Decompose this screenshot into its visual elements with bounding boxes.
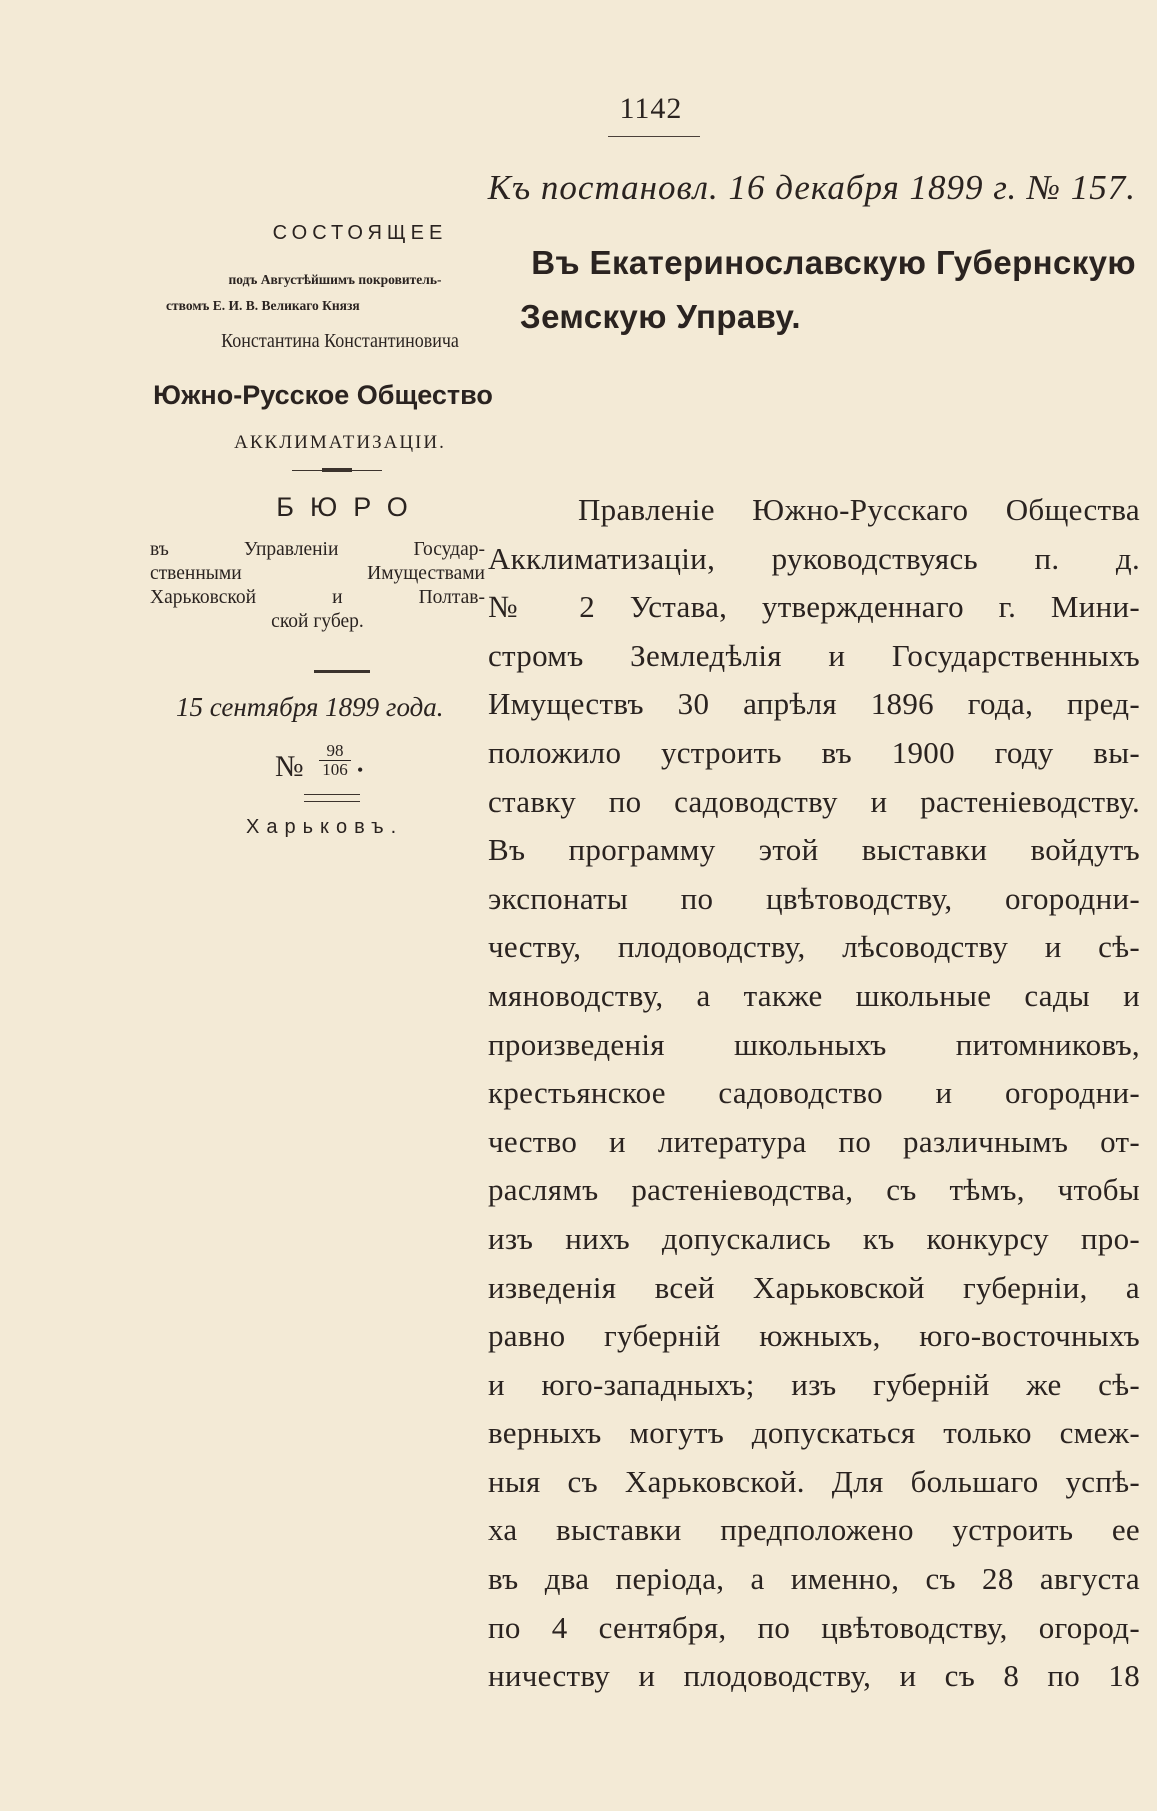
letter-body [488,486,1140,1701]
recipient-line-1: Въ Екатеринославскую Губернскую [531,244,1136,281]
letterhead-divider-2 [314,670,370,673]
body-line: ныя съ Харьковской. Для большаго успѣ- [488,1463,1140,1499]
body-line: верныхъ могутъ допускаться только смеж- [488,1415,1140,1451]
body-line: изведенія всей Харьковской губерніи, а [488,1269,1140,1305]
letterhead-patron-line-1: подъ Августѣйшимъ покровитель- [228,272,442,287]
reference-line: Къ постановл. 16 декабря 1899 г. № 157. [487,168,1136,207]
letterhead-state: СОСТОЯЩЕЕ [272,222,448,244]
department-line: ственными Имуществами [150,563,485,584]
letterhead-acclimatization: АККЛИМАТИЗАЦІИ. [234,432,446,453]
body-line: ха выставки предположено устроить ее [488,1512,1140,1548]
body-line: ничеству и плодоводству, и съ 8 по 18 [488,1658,1140,1694]
body-line: по 4 сентября, по цвѣтоводству, огород- [488,1609,1140,1645]
letterhead-number [275,742,415,802]
department-line: Харьковской и Полтав- [150,587,485,608]
letterhead-patron-line-2: ствомъ Е. И. В. Великаго Князя [166,298,360,313]
body-line: Имуществъ 30 апрѣля 1896 года, пред- [488,686,1140,722]
body-line: произведенія школьныхъ питомниковъ, [488,1026,1140,1062]
body-line: № 2 Устава, утвержденнаго г. Мини- [488,589,1140,625]
letterhead-prince: Константина Константиновича [221,330,459,352]
body-line: мяноводству, а также школьные сады и [488,977,1140,1013]
body-line: Акклиматизаціи, руководствуясь п. д. [488,540,1140,576]
body-line: честву, плодоводству, лѣсоводству и сѣ- [488,929,1140,965]
body-line: раслямъ растеніеводства, съ тѣмъ, чтобы [488,1172,1140,1208]
body-line: крестьянское садоводство и огородни- [488,1075,1140,1111]
number-suffix: • [357,760,364,780]
letterhead-bureau: БЮРО [276,492,424,522]
body-line: Правленіе Южно-Русскаго Общества [578,492,1140,527]
number-fraction [317,742,353,779]
body-line: Въ программу этой выставки войдутъ [488,832,1140,868]
department-line: въ Управленіи Государ- [150,539,485,560]
letterhead-department [150,538,485,634]
page-number-rule [608,136,700,137]
number-bottom: 106 [322,760,348,779]
number-sign: № [275,750,304,783]
body-line: и юго-западныхъ; изъ губерній же сѣ- [488,1366,1140,1402]
body-line: положило устроить въ 1900 году вы- [488,734,1140,770]
body-line: ставку по садоводству и растеніеводству. [488,783,1140,819]
body-line: въ два періода, а именно, съ 28 августа [488,1561,1140,1597]
page-number: 1142 [619,92,683,125]
body-line: стромъ Земледѣлія и Государственныхъ [488,637,1140,673]
number-top: 98 [326,741,344,760]
body-line: равно губерній южныхъ, юго-восточныхъ [488,1318,1140,1354]
department-line: ской губер. [271,611,364,632]
letterhead-society: Южно-Русское Общество [153,380,493,410]
recipient-address [520,236,1136,344]
recipient-line-2: Земскую Управу. [520,298,801,335]
body-line: чество и литература по различнымъ от- [488,1123,1140,1159]
body-line: экспонаты по цвѣтоводству, огородни- [488,880,1140,916]
body-line: изъ нихъ допускались къ конкурсу про- [488,1220,1140,1256]
letterhead-city: Харьковъ. [246,816,404,838]
letterhead-date: 15 сентября 1899 года. [176,692,444,722]
letterhead-double-rule [304,794,360,802]
letterhead-divider-accent [322,468,352,472]
